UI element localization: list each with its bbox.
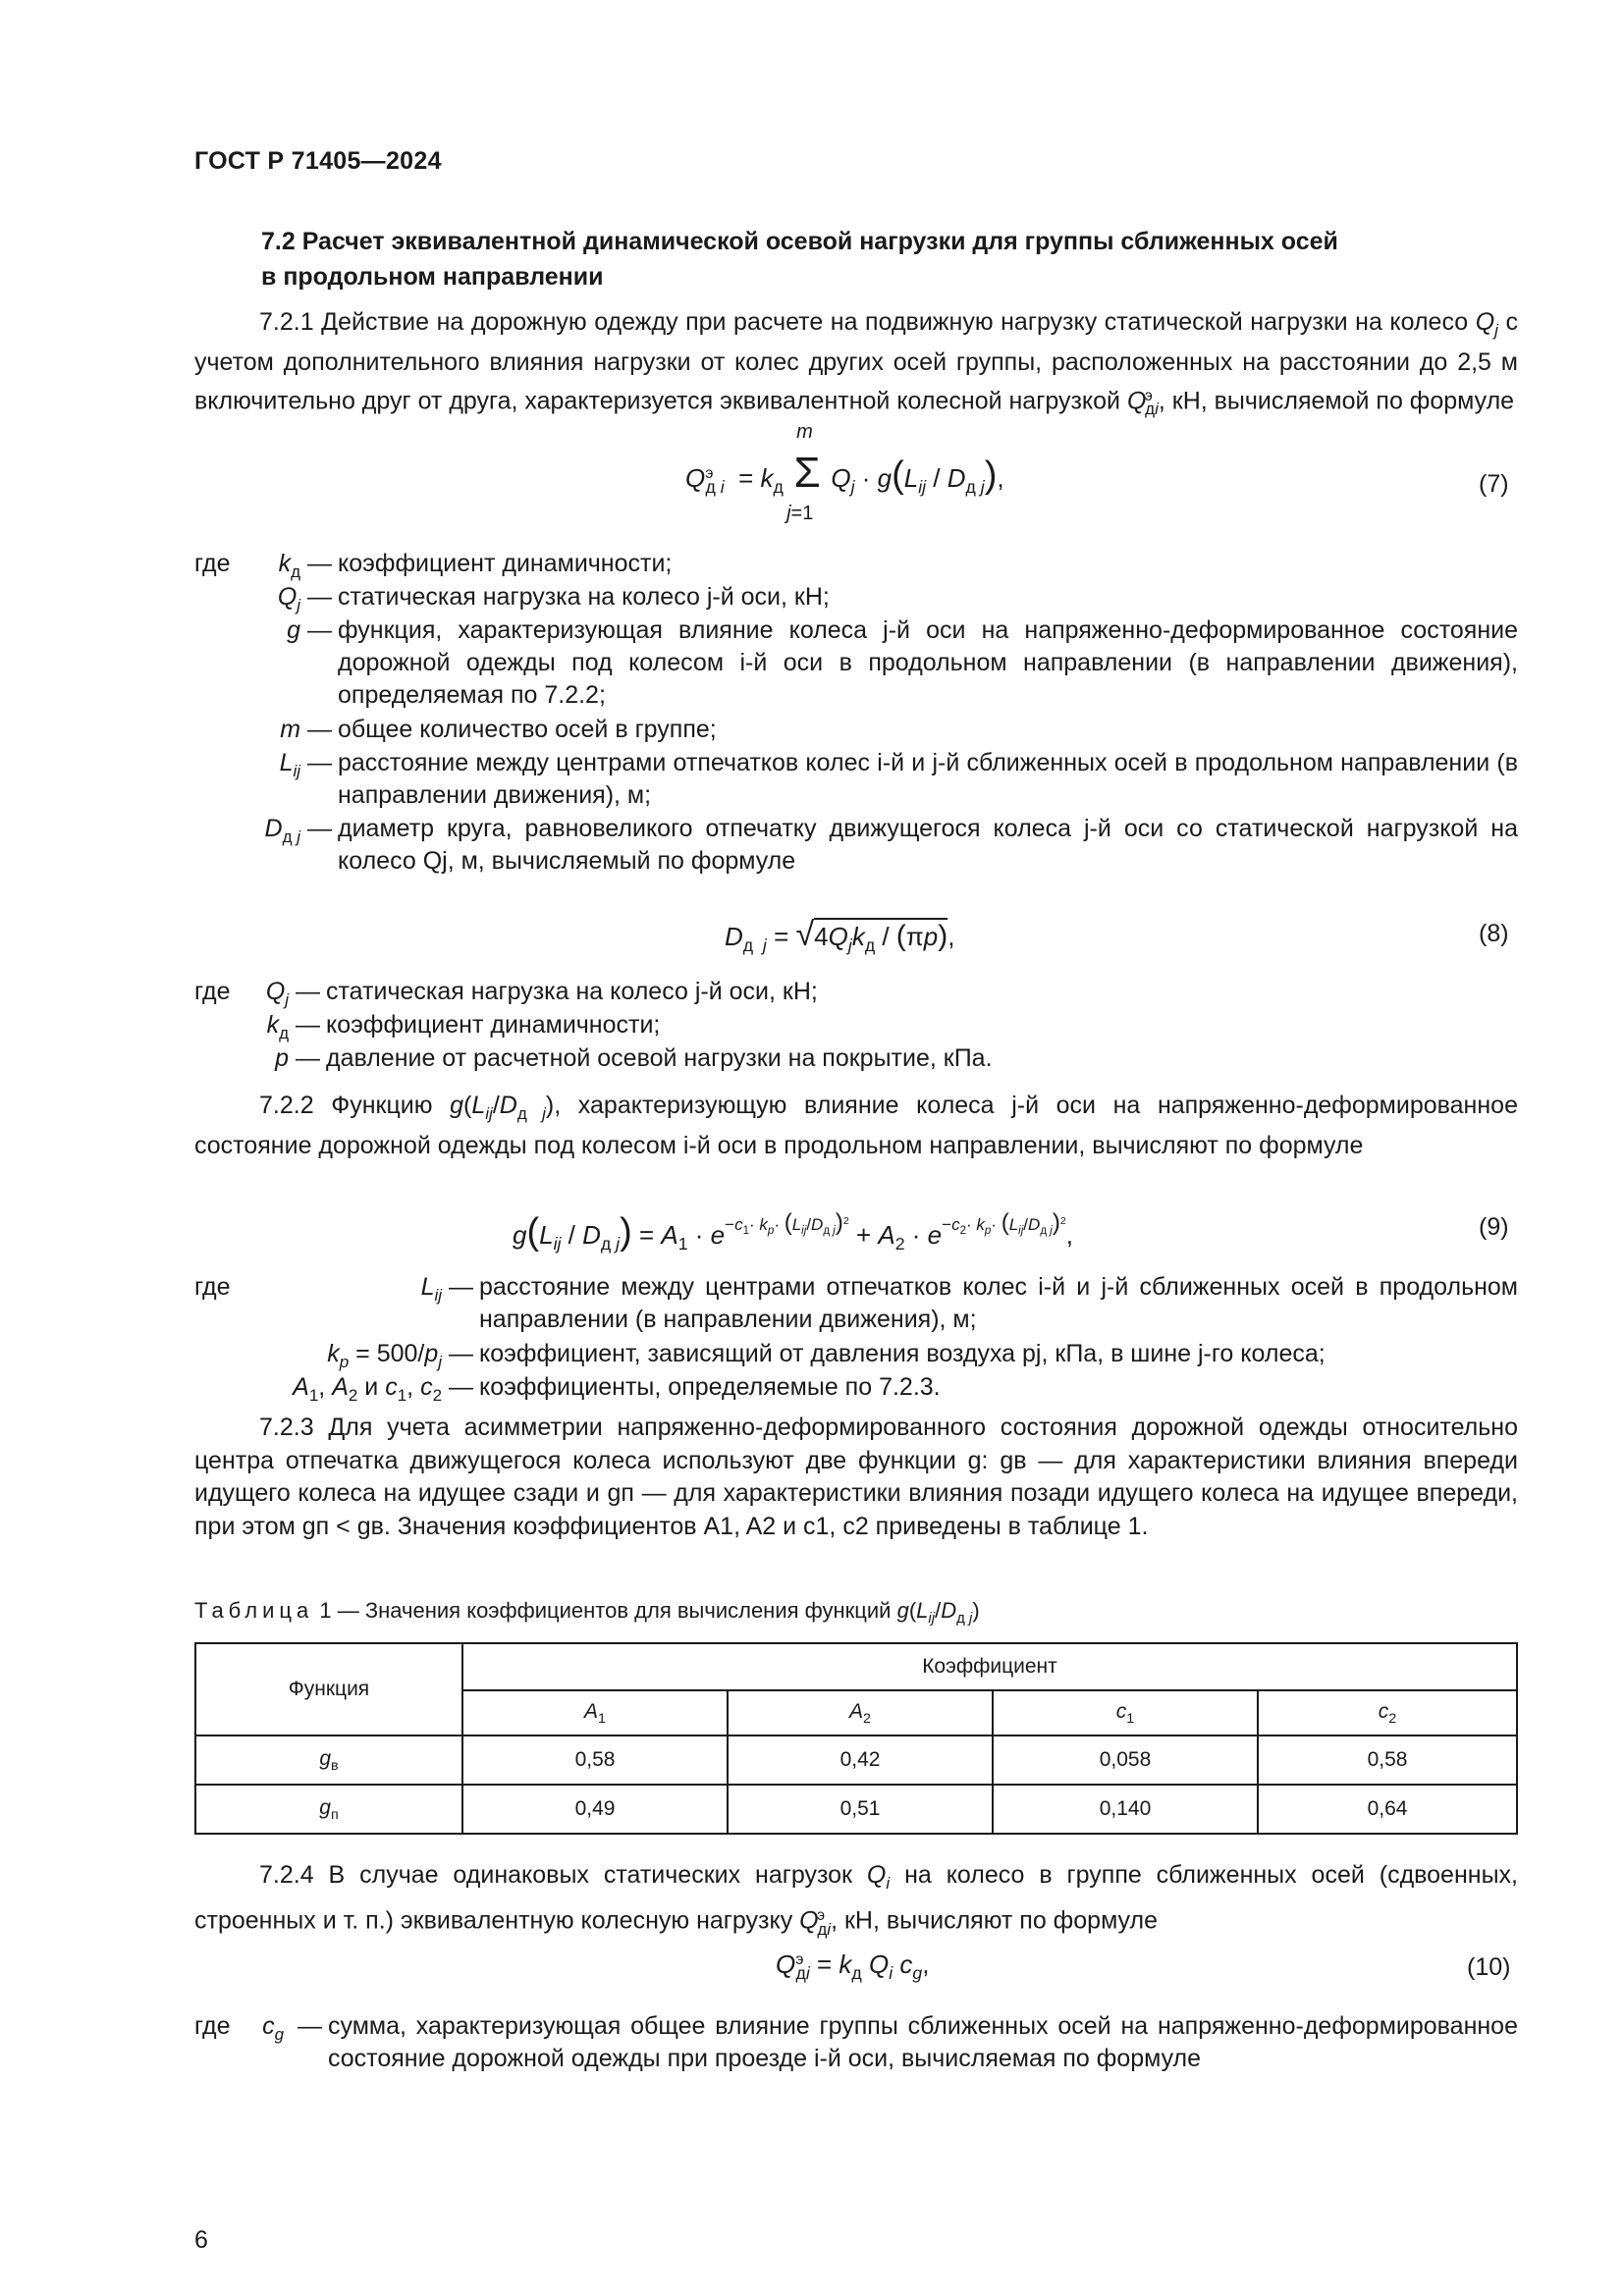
table-header-coefficient: Коэффициент [462, 1643, 1517, 1690]
table-row [195, 1785, 1517, 1834]
table-col-header: $c_2$ [1258, 1690, 1517, 1735]
page-number: 6 [194, 2226, 208, 2254]
equation-number-9: (9) [1479, 1213, 1509, 1241]
legend-formula-8: где $Q_j$ — статическая нагрузка на колесо j-й оси, кН; $k_д$ — коэффициент динамичности; p — давление от расчетной осевой нагрузки на покрытие, кПа. [194, 978, 993, 1072]
table-col-header: $c_1$ [993, 1690, 1258, 1735]
equation-number-10: (10) [1467, 1953, 1511, 1981]
legend-formula-10: где $c_g$ — сумма, характеризующая общее влияние группы сближенных осей на напряженно-деформированное состояние дорожной одежды при проезде i-й оси, вычисляемая по формуле [194, 2012, 1518, 2072]
formula-9: $g(L_{ij} / D_{д j}) = A_1 \cdot e^{-c_1\cdot k_p\cdot (L_{ij}/D_{д j})^2} + A_2 \cdot e^{-c_2\cdot k_p\cdot (L_{ij}/D_{д j})^2}$, [513, 1209, 1073, 1255]
table-cell-function: $g_в$ [195, 1735, 462, 1785]
table-col-header: $A_1$ [462, 1690, 728, 1735]
legend-formula-9: где $L_{ij}$ — расстояние между центрами отпечатков колес i-й и j-й сближенных осей в продольном направлении (в направлении движения), м; $k_p = 500/p_j$ — коэффициент, зависящий от давления воздуха pj, кПа, в шине j-го колеса; $A_1$, $A_2$ и $c_1$, $c_2$ — коэффициенты, определяемые по 7.2.3. [194, 1273, 1518, 1405]
table-cell: 0,58 [1258, 1735, 1517, 1785]
table-header-function: Функция [195, 1643, 462, 1735]
table-cell: 0,49 [462, 1785, 728, 1834]
equation-number-7: (7) [1479, 470, 1509, 498]
paragraph-7-2-2: 7.2.2 Функцию $g(L_{ij}/D_{д j})$, характеризующую влияние колеса j-й оси на напряженно-деформированное состояние дорожной одежды под колесом i-й оси в продольном направлении, вычисляют по формуле [194, 1092, 1518, 1160]
document-header: ГОСТ Р 71405—2024 [194, 147, 442, 175]
paragraph-7-2-1: 7.2.1 Действие на дорожную одежду при расчете на подвижную нагрузку статической нагрузки на колесо $Q_j$ с учетом дополнительного влияния нагрузки от колес других осей группы, расположенных на расстоянии до 2,5 м включительно друг от друга, характеризуется эквивалентной колесной нагрузкой $Q^э_{дi}$, кН, вычисляемой по формуле [194, 308, 1518, 419]
table-cell: 0,42 [728, 1735, 993, 1785]
table-caption: Таблица 1 — Значения коэффициентов для вычисления функций $g(L_{ij}/D_{д j})$ [194, 1598, 980, 1628]
equation-number-8: (8) [1479, 920, 1509, 947]
paragraph-7-2-3: 7.2.3 Для учета асимметрии напряженно-деформированного состояния дорожной одежды относительно центра отпечатка движущегося колеса используют две функции g: gв — для характеристики влияния впереди идущего колеса на идущее сзади и gп — для характеристики влияния позади идущего колеса на идущее впереди, при этом gп < gв. Значения коэффициентов A1, A2 и c1, c2 приведены в таблице 1. [194, 1414, 1518, 1540]
table-cell: 0,64 [1258, 1785, 1517, 1834]
section-title: 7.2 Расчет эквивалентной динамической осевой нагрузки для группы сближенных осей в продольном направлении [261, 228, 1338, 291]
table-cell: 0,51 [728, 1785, 993, 1834]
table-cell: 0,058 [993, 1735, 1258, 1785]
formula-8: $D_{д j} = √4Q_jk_д / (\pi p)$, [725, 916, 955, 956]
paragraph-7-2-4: 7.2.4 В случае одинаковых статических нагрузок $Q_i$ на колесо в группе сближенных осей (сдвоенных, строенных и т. п.) эквивалентную колесную нагрузку $Q^э_{дi}$, кН, вычисляют по формуле [194, 1861, 1518, 1939]
coefficients-table [194, 1642, 1518, 1835]
legend-formula-7: где $k_д$ — коэффициент динамичности; $Q_j$ — статическая нагрузка на колесо j-й оси, кН; g — функция, характеризующая влияние колеса j-й оси на напряженно-деформированное состояние дорожной одежды под колесом i-й оси в продольном направлении (в направлении движения), определяемая по 7.2.2; m — общее количество осей в группе; $L_{ij}$ — расстояние между центрами отпечатков колес i-й и j-й сближенных осей в продольном направлении (в направлении движения), м; $D_{д j}$ — диаметр круга, равновеликого отпечатку движущегося колеса j-й оси со статической нагрузкой на колесо Qj, м, вычисляемый по формуле [194, 550, 1518, 875]
formula-10: $Q^э_{дi} = k_д$ $Q_i$ $c_g$, [776, 1949, 930, 1984]
table-cell-function: $g_п$ [195, 1785, 462, 1834]
formula-7: $Q^э_{д i} = k_д$ m Σ j=1 $Q_j \cdot g(L_{ij} / D_{д j})$, [685, 421, 1004, 524]
table-cell: 0,140 [993, 1785, 1258, 1834]
table-row [195, 1735, 1517, 1785]
table-cell: 0,58 [462, 1735, 728, 1785]
table-col-header: $A_2$ [728, 1690, 993, 1735]
